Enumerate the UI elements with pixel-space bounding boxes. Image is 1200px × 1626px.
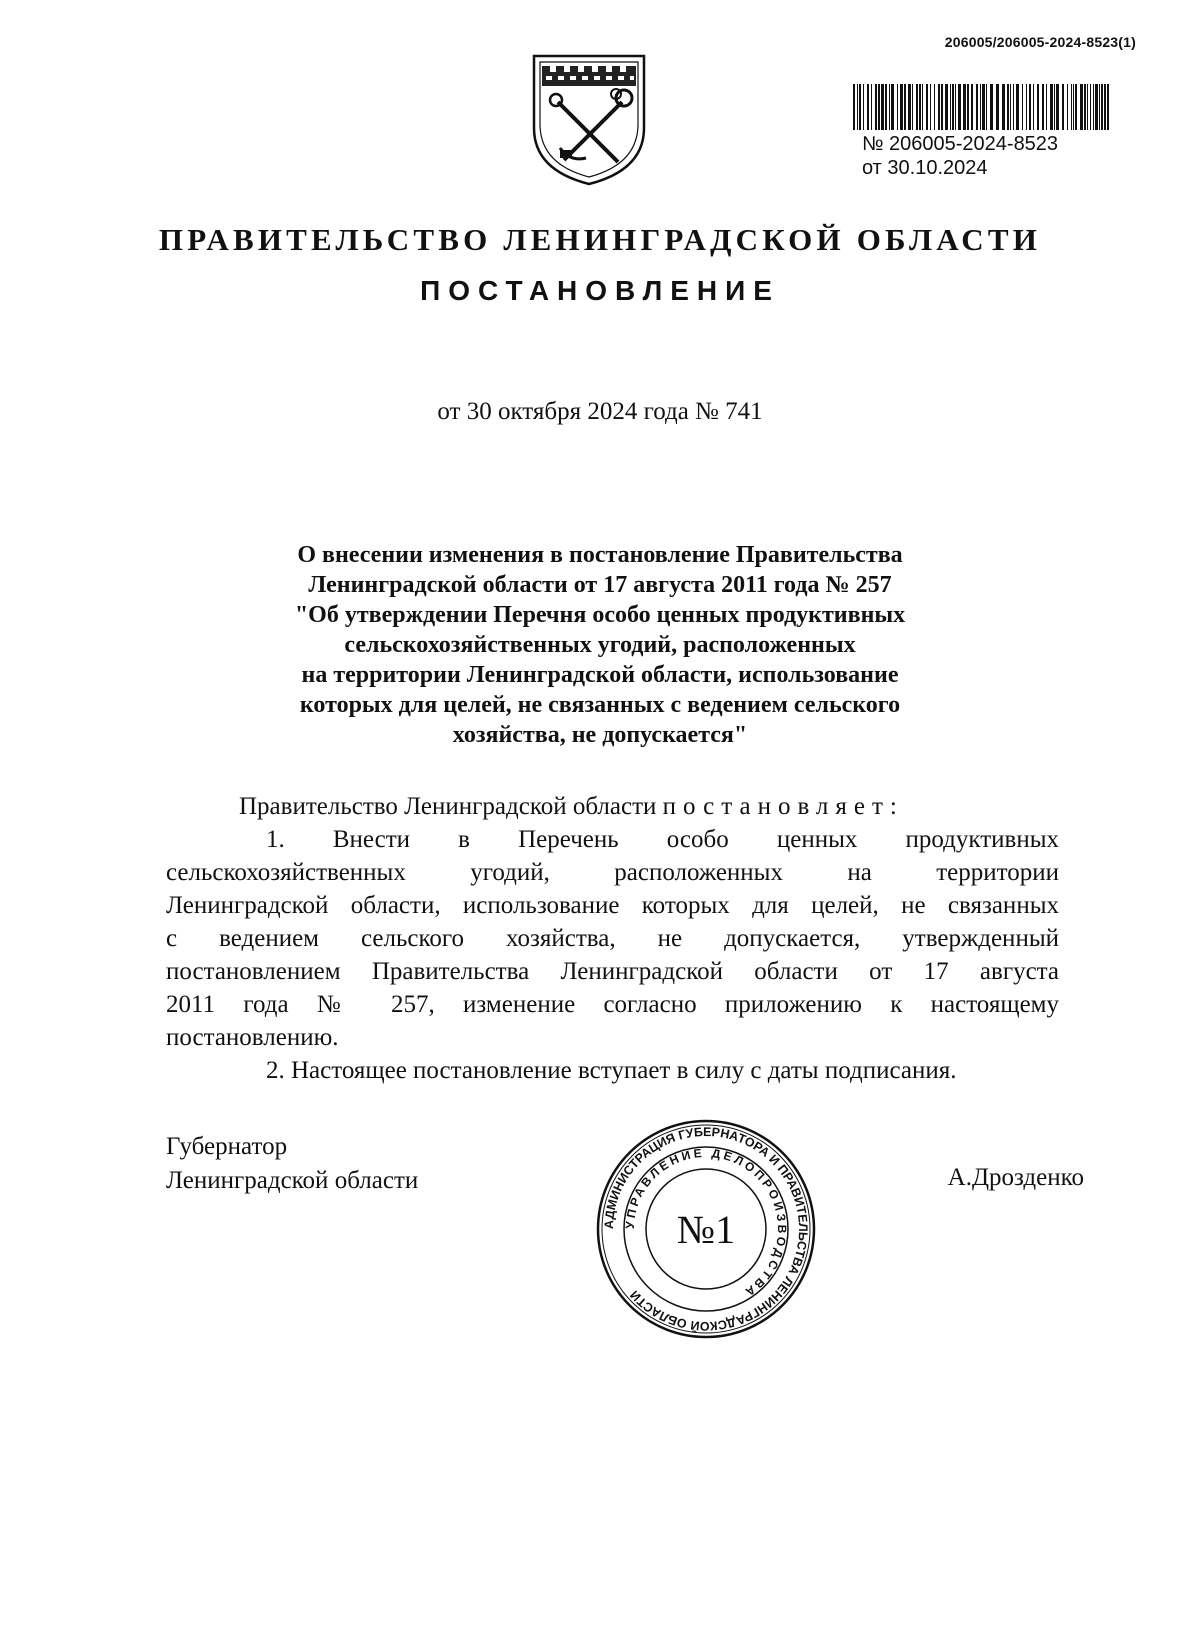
coat-of-arms-emblem xyxy=(530,50,648,188)
barcode-bar xyxy=(919,84,921,130)
item1-line: 1. Внести в Перечень особо ценных продуктивных xyxy=(266,826,1059,853)
barcode-bar xyxy=(1087,84,1088,130)
barcode-bar xyxy=(875,84,877,130)
barcode-bar xyxy=(853,84,855,130)
barcode-bar xyxy=(885,84,887,130)
subject-line: О внесении изменения в постановление Правительства xyxy=(297,542,903,568)
barcode-bar xyxy=(863,84,864,130)
barcode-bar xyxy=(986,84,987,130)
position-line: Ленинградской области xyxy=(166,1167,419,1194)
barcode-bar xyxy=(922,84,923,130)
barcode-bar xyxy=(908,84,911,130)
barcode-bar xyxy=(1002,84,1005,130)
position-line: Губернатор xyxy=(166,1133,288,1160)
barcode-bar xyxy=(916,84,918,130)
barcode-bar xyxy=(1095,84,1098,130)
document-date-number: от 30 октября 2024 года № 741 xyxy=(437,398,763,425)
barcode-bar xyxy=(930,84,931,130)
barcode-bar xyxy=(871,84,872,130)
barcode-bar xyxy=(1067,84,1068,130)
barcode-bar xyxy=(1107,84,1109,130)
barcode-bar xyxy=(1093,84,1094,130)
barcode-bar xyxy=(926,84,928,130)
barcode-bar xyxy=(1099,84,1100,130)
document-subject xyxy=(150,540,1050,750)
subject-line: хозяйства, не допускается" xyxy=(452,722,748,748)
barcode-bar xyxy=(963,84,966,130)
signatory-position xyxy=(166,1130,418,1198)
barcode-bar xyxy=(982,84,985,130)
document-type: ПОСТАНОВЛЕНИЕ xyxy=(420,275,780,306)
subject-line: на территории Ленинградской области, использование xyxy=(301,662,899,688)
barcode-bar xyxy=(912,84,913,130)
barcode-bar xyxy=(952,84,954,130)
registration-number: № 206005-2024-8523 xyxy=(862,133,1059,155)
preamble xyxy=(166,790,1059,823)
barcode-bar xyxy=(1022,84,1023,130)
barcode-bar xyxy=(897,84,898,130)
barcode-bar xyxy=(859,84,861,130)
barcode-bar xyxy=(1084,84,1086,130)
barcode-bar xyxy=(945,84,948,130)
official-seal xyxy=(595,1118,817,1340)
document-body xyxy=(166,790,1059,1087)
subject-line: "Об утверждении Перечня особо ценных продуктивных xyxy=(294,602,906,628)
barcode-bar xyxy=(950,84,951,130)
barcode-bar xyxy=(881,84,884,130)
barcode-bar xyxy=(1029,84,1031,130)
barcode-bar xyxy=(980,84,981,130)
barcode-bar xyxy=(1080,84,1083,130)
barcode xyxy=(853,84,1113,130)
barcode-bar xyxy=(990,84,993,130)
barcode-bar xyxy=(1062,84,1064,130)
barcode-bar xyxy=(1037,84,1039,130)
government-title: ПРАВИТЕЛЬСТВО ЛЕНИНГРАДСКОЙ ОБЛАСТИ xyxy=(158,222,1042,257)
barcode-bar xyxy=(891,84,894,130)
barcode-bar xyxy=(967,84,969,130)
barcode-bar xyxy=(900,84,903,130)
barcode-bar xyxy=(1007,84,1009,130)
barcode-bar xyxy=(904,84,906,130)
item1-line-last: постановлению. xyxy=(166,1024,339,1051)
barcode-bar xyxy=(958,84,961,130)
barcode-bar xyxy=(889,84,890,130)
barcode-bar xyxy=(878,84,880,130)
barcode-bar xyxy=(1010,84,1011,130)
barcode-bar xyxy=(1071,84,1072,130)
subject-line: сельскохозяйственных угодий, расположенных xyxy=(344,632,856,658)
registration-date: от 30.10.2024 xyxy=(862,157,988,179)
item1-line: сельскохозяйственных угодий, расположенных на территории xyxy=(166,859,1059,886)
item1-line: постановлением Правительства Ленинградской области от 17 августа xyxy=(166,958,1059,985)
barcode-bar xyxy=(976,84,978,130)
svg-text:№1: №1 xyxy=(676,1207,736,1252)
item1-line: 2011 года № 257, изменение согласно приложению к настоящему xyxy=(166,991,1059,1018)
barcode-bar xyxy=(1054,84,1055,130)
subject-line: Ленинградской области от 17 августа 2011 года № 257 xyxy=(308,572,892,598)
barcode-bar xyxy=(867,84,869,130)
item1-line: Ленинградской области, использование которых для целей, не связанных xyxy=(166,892,1059,919)
barcode-bar xyxy=(1016,84,1019,130)
barcode-bar xyxy=(1046,84,1047,130)
barcode-bar xyxy=(1042,84,1044,130)
barcode-bar xyxy=(1073,84,1074,130)
barcode-bar xyxy=(996,84,999,130)
item1-line: с ведением сельского хозяйства, не допускается, утвержденный xyxy=(166,925,1059,952)
barcode-bar xyxy=(1026,84,1027,130)
barcode-bar xyxy=(1056,84,1059,130)
barcode-bar xyxy=(1075,84,1077,130)
signatory-name: А.Дрозденко xyxy=(947,1164,1084,1191)
barcode-bar xyxy=(1013,84,1014,130)
preamble-text: Правительство Ленинградской области xyxy=(239,793,657,820)
barcode-bar xyxy=(1101,84,1103,130)
registry-id: 206005/206005-2024-8523(1) xyxy=(944,34,1136,50)
barcode-bar xyxy=(971,84,973,130)
barcode-bar xyxy=(955,84,956,130)
svg-text:АДМИНИСТРАЦИЯ ГУБЕРНАТОРА И ПР: АДМИНИСТРАЦИЯ ГУБЕРНАТОРА И ПРАВИТЕЛЬСТВА ЛЕНИНГРАДСКОЙ ОБЛАСТИ xyxy=(601,1124,811,1334)
barcode-bar xyxy=(941,84,943,130)
item2: 2. Настоящее постановление вступает в силу с даты подписания. xyxy=(266,1057,957,1084)
barcode-bar xyxy=(938,84,940,130)
preamble-verb: постановляет: xyxy=(662,793,904,820)
svg-text:УПРАВЛЕНИЕ ДЕЛОПРОИЗВОДСТВА: УПРАВЛЕНИЕ ДЕЛОПРОИЗВОДСТВА xyxy=(622,1145,790,1301)
barcode-bar xyxy=(934,84,935,130)
subject-line: которых для целей, не связанных с ведением сельского xyxy=(299,692,901,718)
barcode-bar xyxy=(1104,84,1106,130)
barcode-bar xyxy=(857,84,858,130)
barcode-bar xyxy=(1050,84,1053,130)
barcode-bar xyxy=(1090,84,1091,130)
barcode-bar xyxy=(1033,84,1034,130)
